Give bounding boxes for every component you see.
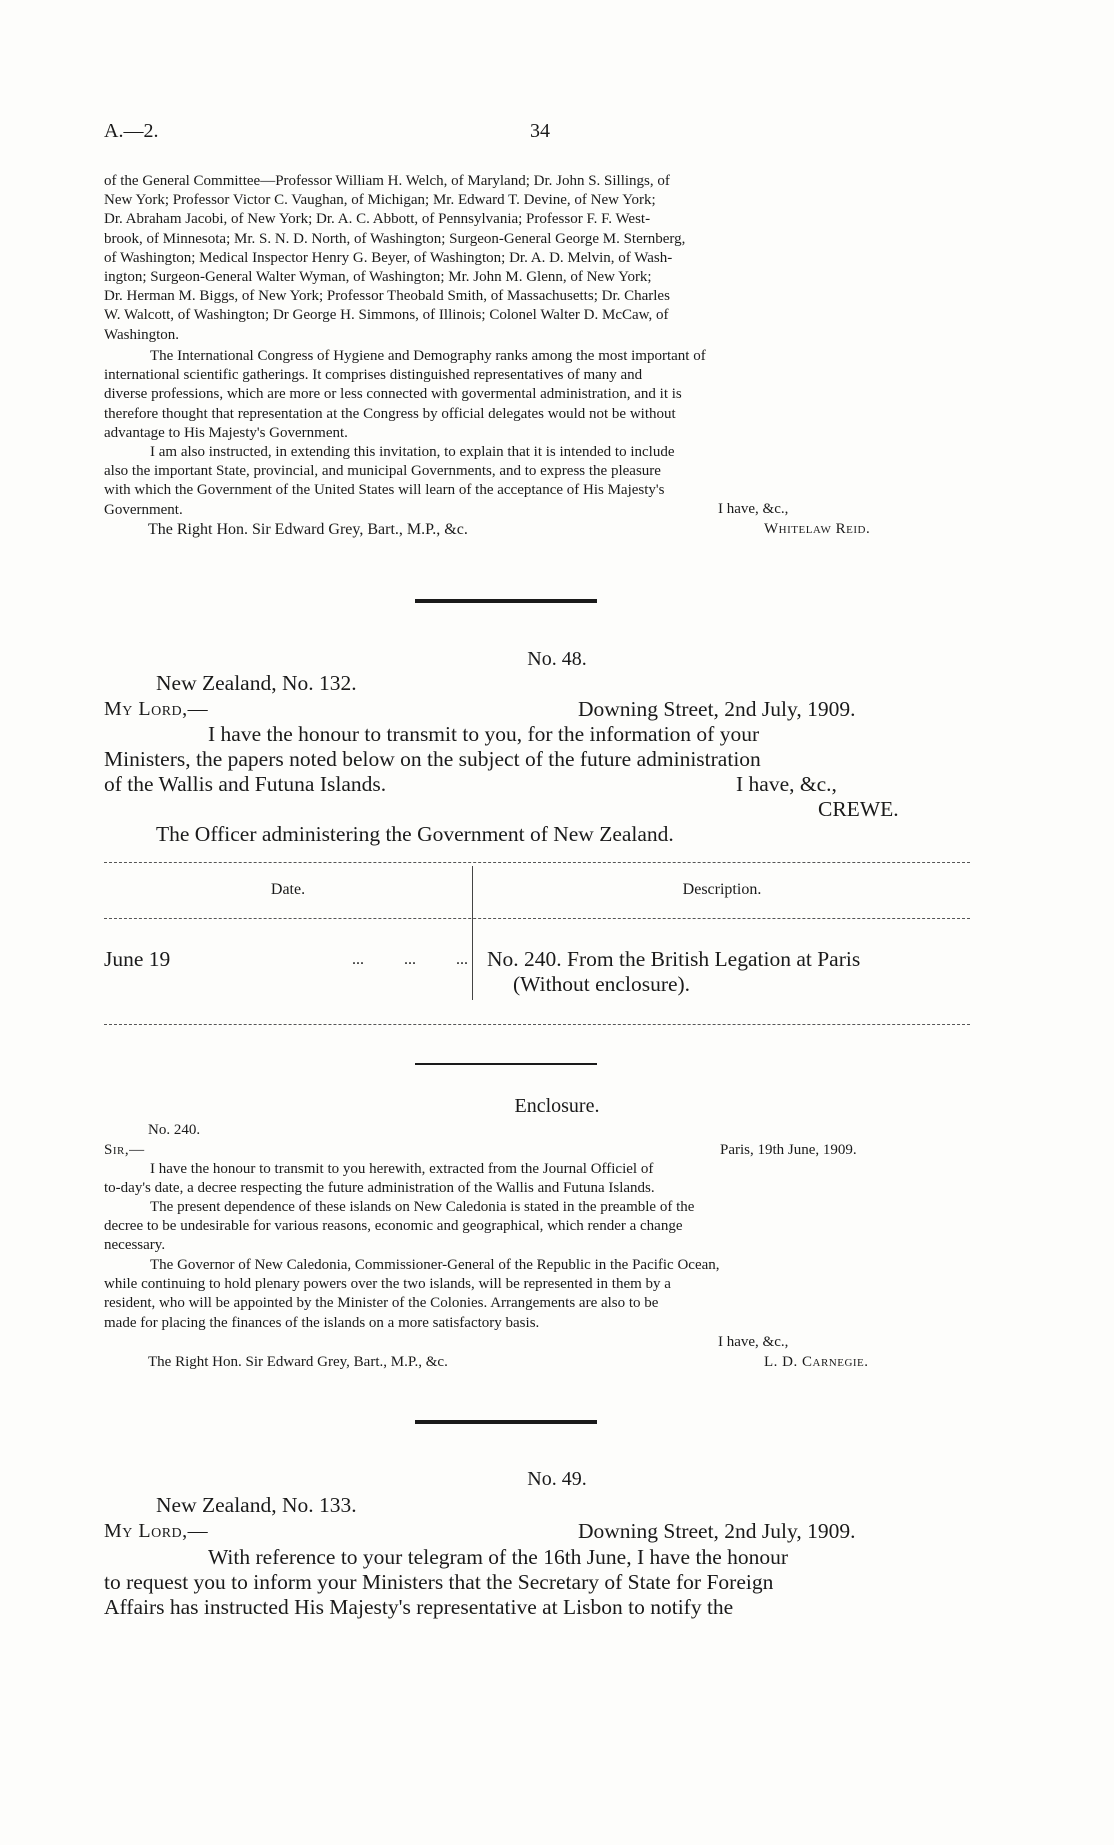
text-line: I am also instructed, in extending this invitation, to explain that it is intended to include bbox=[150, 444, 675, 460]
table-column-divider bbox=[472, 866, 473, 1000]
closing-formula: I have, &c., bbox=[736, 772, 837, 796]
table-cell-description bbox=[487, 947, 977, 997]
continuation-paragraph-1 bbox=[104, 172, 970, 345]
text-line: New York; Professor Victor C. Vaughan, of Michigan; Mr. Edward T. Devine, of New York; bbox=[104, 192, 656, 209]
section-title: No. 49. bbox=[527, 1468, 587, 1490]
text-line: with which the Government of the United States will learn of the acceptance of His Majesty's bbox=[104, 482, 665, 499]
place-date: Downing Street, 2nd July, 1909. bbox=[578, 697, 856, 721]
addressee: The Right Hon. Sir Edward Grey, Bart., M.P., &c. bbox=[148, 1354, 448, 1370]
section-title: No. 48. bbox=[527, 648, 587, 670]
text-line: decree to be undesirable for various reasons, economic and geographical, which render a change bbox=[104, 1218, 683, 1235]
text-line: Ministers, the papers noted below on the subject of the future administration bbox=[104, 747, 761, 771]
paper-reference: A.—2. bbox=[104, 120, 159, 142]
text-line: advantage to His Majesty's Government. bbox=[104, 424, 348, 441]
enclosure-paragraph-2 bbox=[104, 1198, 970, 1256]
text-line: Government. bbox=[104, 501, 183, 518]
text-line: I have the honour to transmit to you, for the information of your bbox=[208, 722, 760, 746]
signature: L. D. Carnegie. bbox=[764, 1354, 869, 1370]
despatch-body bbox=[104, 1545, 970, 1620]
section-divider bbox=[415, 1063, 597, 1065]
table-cell-leader-dots: ... ... ... bbox=[352, 951, 468, 968]
place-date: Paris, 19th June, 1909. bbox=[720, 1142, 857, 1158]
table-header-rule bbox=[104, 918, 970, 919]
text-line: With reference to your telegram of the 16th June, I have the honour bbox=[208, 1545, 789, 1569]
text-line: therefore thought that representation at the Congress by official delegates would not be without bbox=[104, 405, 676, 422]
signature: CREWE. bbox=[818, 797, 899, 821]
text-line: No. 240. From the British Legation at Paris bbox=[487, 947, 861, 971]
page-number: 34 bbox=[530, 120, 550, 142]
text-line: (Without enclosure). bbox=[513, 972, 691, 996]
text-line: W. Walcott, of Washington; Dr George H. Simmons, of Illinois; Colonel Walter D. McCaw, of bbox=[104, 307, 669, 324]
text-line: to-day's date, a decree respecting the future administration of the Wallis and Futuna Islands. bbox=[104, 1180, 655, 1197]
table-cell-date: June 19 bbox=[104, 947, 171, 971]
despatch-reference: New Zealand, No. 133. bbox=[156, 1493, 357, 1517]
text-line: international scientific gatherings. It comprises distinguished representatives of many and bbox=[104, 367, 643, 384]
enclosure-paragraph-1 bbox=[104, 1160, 970, 1198]
continuation-paragraph-2 bbox=[104, 347, 970, 443]
enclosure-paragraph-3 bbox=[104, 1256, 970, 1333]
text-line: Dr. Abraham Jacobi, of New York; Dr. A. C. Abbott, of Pennsylvania; Professor F. F. West- bbox=[104, 211, 651, 228]
text-line: I have the honour to transmit to you herewith, extracted from the Journal Officiel of bbox=[150, 1161, 654, 1177]
table-header-date: Date. bbox=[270, 881, 306, 898]
enclosure-reference: No. 240. bbox=[148, 1122, 201, 1138]
text-line: Dr. Herman M. Biggs, of New York; Professor Theobald Smith, of Massachusetts; Dr. Charles bbox=[104, 288, 670, 305]
page-header bbox=[104, 120, 974, 150]
table-top-rule bbox=[104, 862, 970, 863]
addressee: The Officer administering the Government of New Zealand. bbox=[156, 822, 674, 846]
text-line: The International Congress of Hygiene and Demography ranks among the most important of bbox=[150, 348, 706, 364]
section-divider bbox=[415, 1420, 597, 1424]
text-line: resident, who will be appointed by the Minister of the Colonies. Arrangements are also to be bbox=[104, 1295, 659, 1312]
place-date: Downing Street, 2nd July, 1909. bbox=[578, 1519, 856, 1543]
despatch-reference: New Zealand, No. 132. bbox=[156, 671, 357, 695]
text-line: while continuing to hold plenary powers over the two islands, will be represented in them by a bbox=[104, 1276, 671, 1293]
text-line: brook, of Minnesota; Mr. S. N. D. North, of Washington; Surgeon-General George M. Sternberg, bbox=[104, 230, 686, 247]
table-header-description: Description. bbox=[682, 881, 762, 898]
salutation: Sir,— bbox=[104, 1142, 145, 1158]
text-line: ington; Surgeon-General Walter Wyman, of Washington; Mr. John M. Glenn, of New York; bbox=[104, 269, 652, 286]
text-line: Affairs has instructed His Majesty's representative at Lisbon to notify the bbox=[104, 1595, 734, 1619]
section-divider bbox=[415, 599, 597, 603]
text-line: made for placing the finances of the islands on a more satisfactory basis. bbox=[104, 1314, 540, 1331]
text-line: of the Wallis and Futuna Islands. bbox=[104, 772, 387, 796]
closing-formula: I have, &c., bbox=[718, 501, 789, 517]
text-line: The present dependence of these islands on New Caledonia is stated in the preamble of the bbox=[150, 1199, 695, 1215]
table-bottom-rule bbox=[104, 1024, 970, 1025]
enclosure-title: Enclosure. bbox=[514, 1095, 600, 1117]
text-line: necessary. bbox=[104, 1237, 166, 1254]
salutation: My Lord,— bbox=[104, 1520, 209, 1542]
text-line: to request you to inform your Ministers that the Secretary of State for Foreign bbox=[104, 1570, 774, 1594]
text-line: of Washington; Medical Inspector Henry G. Beyer, of Washington; Dr. A. D. Melvin, of Wash- bbox=[104, 249, 673, 266]
text-line: Washington. bbox=[104, 326, 180, 343]
signature: Whitelaw Reid. bbox=[764, 521, 871, 537]
text-line: also the important State, provincial, and municipal Governments, and to express the pleasure bbox=[104, 463, 661, 480]
salutation: My Lord,— bbox=[104, 698, 209, 720]
closing-formula: I have, &c., bbox=[718, 1334, 789, 1350]
text-line: The Governor of New Caledonia, Commissioner-General of the Republic in the Pacific Ocean, bbox=[150, 1257, 720, 1273]
text-line: diverse professions, which are more or less connected with govermental administration, and it is bbox=[104, 386, 682, 403]
text-line: of the General Committee—Professor William H. Welch, of Maryland; Dr. John S. Sillings, of bbox=[104, 173, 670, 189]
addressee: The Right Hon. Sir Edward Grey, Bart., M.P., &c. bbox=[148, 521, 468, 538]
